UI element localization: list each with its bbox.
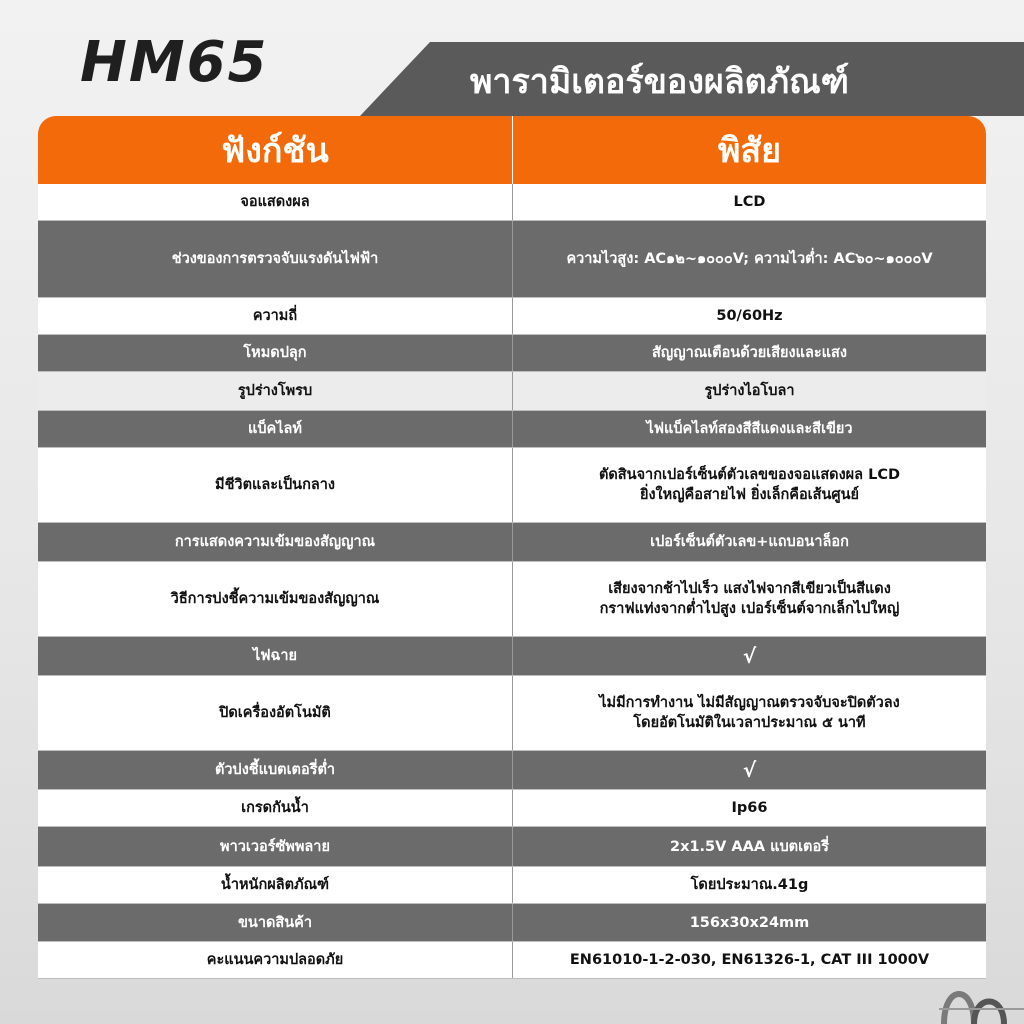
page-title: พารามิเตอร์ของผลิตภัณฑ์ — [470, 62, 849, 102]
spec-value — [512, 942, 986, 978]
table-row — [38, 335, 986, 372]
spec-value-line: กราฟแท่งจากต่ำไปสูง เปอร์เซ็นต์จากเล็กไปใหญ่ — [599, 601, 900, 617]
spec-value — [512, 184, 986, 220]
spec-value — [512, 637, 986, 675]
table-row — [38, 221, 986, 298]
cable-decoration — [934, 914, 1024, 1024]
table-row — [38, 676, 986, 751]
spec-value-line: EN61010-1-2-030, EN61326-1, CAT III 1000V — [569, 952, 930, 968]
spec-label: ช่วงของการตรวจจับแรงดันไฟฟ้า — [171, 251, 379, 267]
spec-value — [512, 751, 986, 789]
spec-value-line: รูปร่างไอโบลา — [704, 383, 795, 399]
check-icon: √ — [742, 644, 757, 668]
spec-value — [512, 523, 986, 561]
spec-value-line: สัญญาณเตือนด้วยเสียงและแสง — [652, 345, 847, 361]
spec-value — [512, 298, 986, 334]
spec-label: ความถี่ — [252, 308, 298, 324]
spec-label: ปิดเครื่องอัตโนมัติ — [219, 705, 331, 721]
spec-value-line: โดยอัตโนมัติในเวลาประมาณ ๕ นาที — [633, 715, 866, 731]
spec-value — [512, 335, 986, 371]
table-row — [38, 790, 986, 827]
spec-value — [512, 411, 986, 447]
spec-value — [512, 790, 986, 826]
spec-value — [512, 676, 986, 750]
header-function: ฟังก์ชัน — [221, 131, 329, 171]
check-icon: √ — [742, 758, 757, 782]
spec-label: ขนาดสินค้า — [238, 914, 312, 931]
spec-label: จอแสดงผล — [240, 194, 310, 210]
spec-value-line: เปอร์เซ็นต์ตัวเลข+แถบอนาล็อก — [650, 534, 849, 550]
table-row — [38, 562, 986, 637]
spec-value — [512, 562, 986, 636]
spec-value-line: ความไวสูง: AC๑๒~๑๐๐๐V; ความไวต่ำ: AC๖๐~๑๐๐๐V — [566, 251, 933, 267]
table-row — [38, 904, 986, 942]
table-row — [38, 942, 986, 979]
spec-value-line: 156x30x24mm — [689, 914, 810, 931]
spec-label: พาวเวอร์ซัพพลาย — [220, 838, 330, 855]
spec-value — [512, 448, 986, 522]
header-range: พิสัย — [512, 116, 986, 184]
spec-value-line: ตัดสินจากเปอร์เซ็นต์ตัวเลขของจอแสดงผล LCD — [598, 467, 901, 483]
spec-label: ไฟฉาย — [252, 648, 298, 664]
table-row — [38, 751, 986, 790]
spec-value — [512, 221, 986, 297]
spec-value-line: Ip66 — [731, 800, 768, 816]
spec-label: การแสดงความเข้มของสัญญาณ — [174, 534, 376, 550]
table-row — [38, 448, 986, 523]
spec-value-line: ยิ่งใหญ่คือสายไฟ ยิ่งเล็กคือเส้นศูนย์ — [639, 487, 859, 503]
spec-label: โหมดปลุก — [243, 345, 307, 361]
spec-value — [512, 827, 986, 866]
table-row — [38, 637, 986, 676]
spec-label: ตัวบ่งชี้แบตเตอรี่ต่ำ — [214, 762, 336, 778]
spec-value — [512, 372, 986, 410]
spec-label: รูปร่างโพรบ — [237, 383, 313, 399]
spec-value-line: ไฟแบ็คไลท์สองสีสีแดงและสีเขียว — [646, 421, 853, 437]
spec-table — [38, 116, 986, 979]
table-body — [38, 184, 986, 979]
spec-value-line: 50/60Hz — [716, 308, 783, 324]
spec-value-line: LCD — [733, 194, 766, 210]
spec-label: เกรดกันน้ำ — [241, 800, 309, 816]
spec-value-line: เสียงจากช้าไปเร็ว แสงไฟจากสีเขียวเป็นสีแดง — [608, 581, 891, 597]
spec-value-line: ไม่มีการทำงาน ไม่มีสัญญาณตรวจจับจะปิดตัวลง — [599, 695, 900, 711]
table-header — [38, 116, 986, 184]
table-row — [38, 184, 986, 221]
table-row — [38, 372, 986, 411]
table-row — [38, 523, 986, 562]
spec-value-line: 2x1.5V AAA แบตเตอรี่ — [670, 838, 829, 855]
spec-label: น้ำหนักผลิตภัณฑ์ — [220, 877, 330, 893]
spec-label: คะแนนความปลอดภัย — [206, 952, 344, 968]
spec-value-line: โดยประมาณ.41g — [690, 877, 809, 893]
spec-value — [512, 867, 986, 903]
table-row — [38, 827, 986, 867]
spec-label: แบ็คไลท์ — [248, 421, 302, 437]
table-row — [38, 298, 986, 335]
table-row — [38, 867, 986, 904]
spec-label: มีชีวิตและเป็นกลาง — [215, 477, 335, 493]
table-row — [38, 411, 986, 448]
brand-logo: HM65 — [80, 30, 269, 95]
spec-label: วิธีการบ่งชี้ความเข้มของสัญญาณ — [170, 591, 380, 607]
spec-value — [512, 904, 986, 941]
